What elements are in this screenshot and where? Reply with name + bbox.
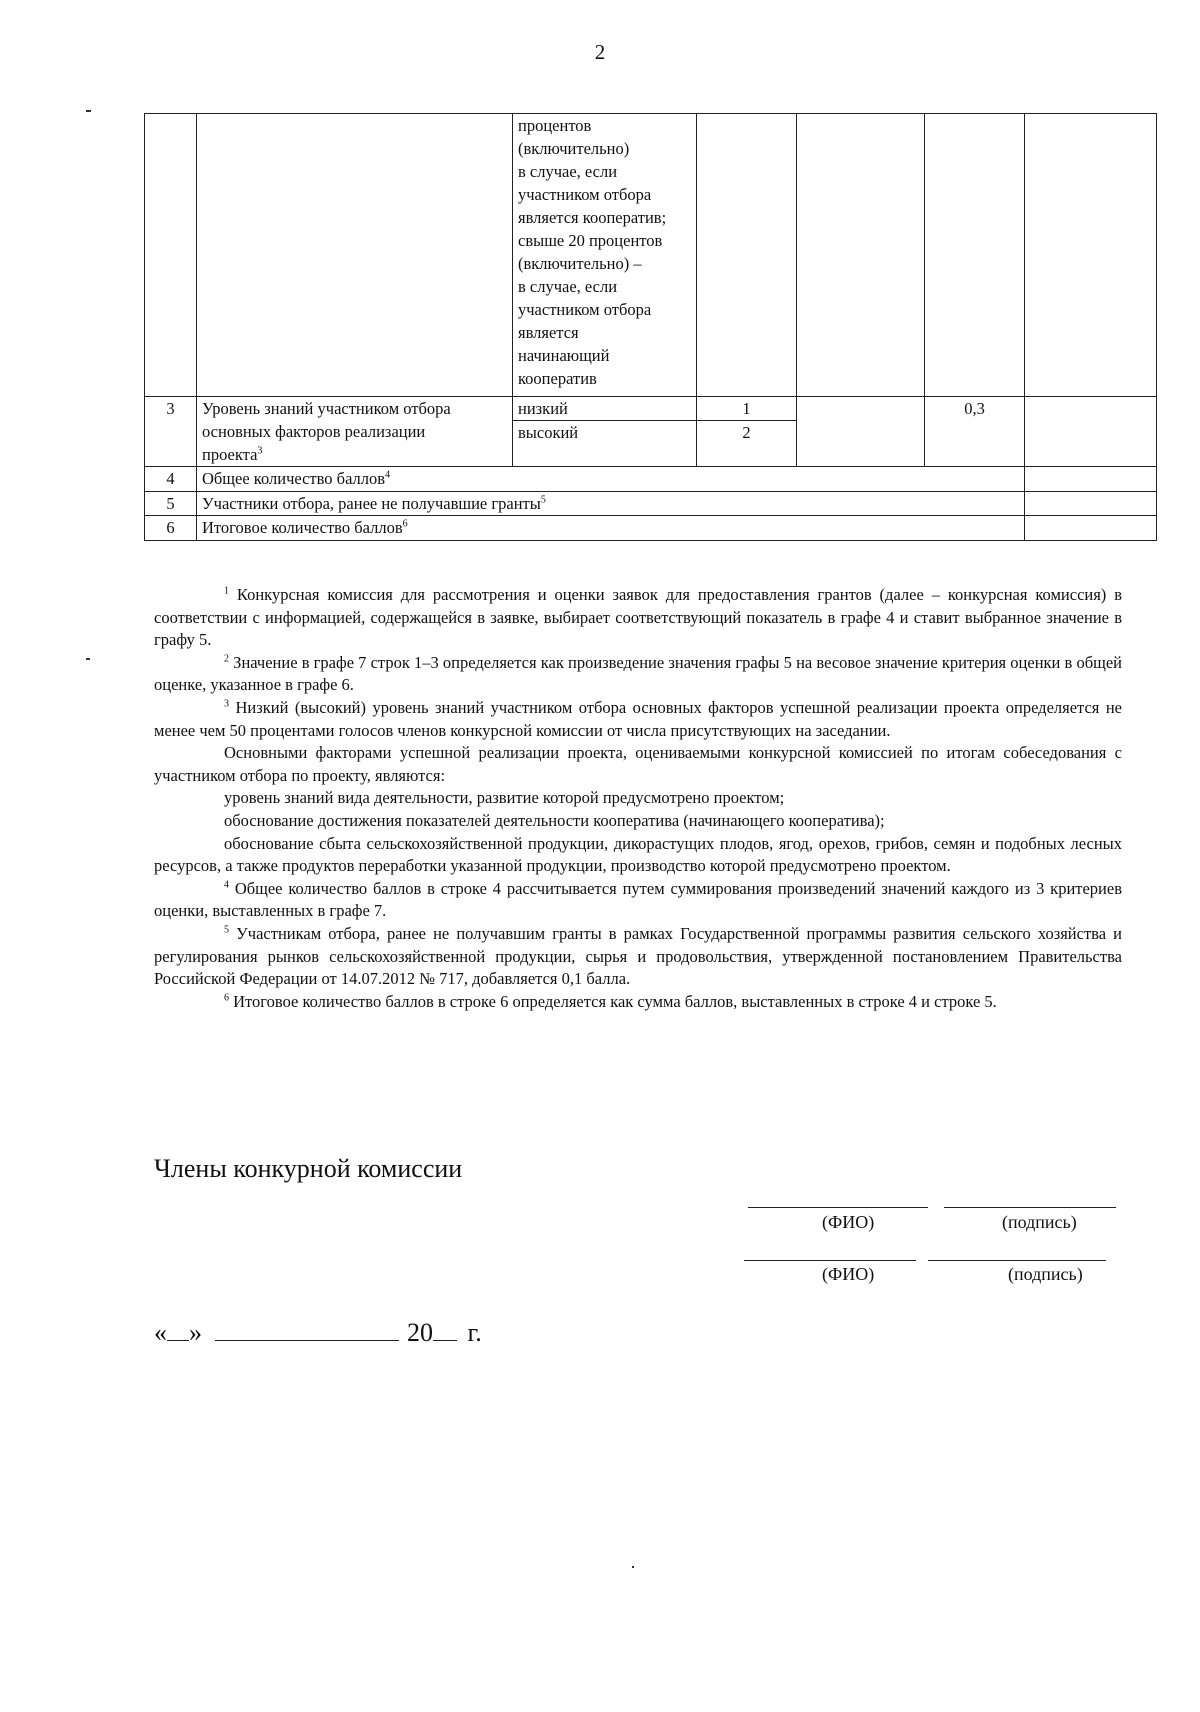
cell-indicator-continued xyxy=(513,114,697,397)
signature-line-1 xyxy=(944,1207,1116,1208)
cell-criterion-empty xyxy=(197,114,513,397)
cell-option-low: низкий xyxy=(513,397,697,421)
footnote-3 xyxy=(154,697,1122,742)
footnote-mark: 1 xyxy=(224,585,229,597)
page-number: 2 xyxy=(594,40,606,64)
year-prefix: 20 xyxy=(407,1318,433,1347)
cell-criterion xyxy=(197,397,513,467)
indicator-line: свыше 20 процентов xyxy=(518,231,663,250)
date-close-quote: » xyxy=(189,1318,202,1347)
cell-row-number: 4 xyxy=(145,467,197,492)
footnote-4 xyxy=(154,878,1122,923)
row-label: Общее количество баллов xyxy=(202,469,386,488)
members-title: Члены конкурной комиссии xyxy=(154,1154,463,1183)
cell-score-high: 2 xyxy=(697,421,797,467)
cell-empty xyxy=(697,114,797,397)
indicator-line: (включительно) xyxy=(518,139,630,158)
fio-line-2 xyxy=(744,1260,916,1261)
criterion-line: Уровень знаний участником отбора xyxy=(202,399,451,418)
footnote-mark: 3 xyxy=(224,698,229,710)
day-blank xyxy=(167,1339,189,1341)
footnote-3-paragraph: уровень знаний вида деятельности, развитие которой предусмотрено проектом; xyxy=(224,788,785,808)
indicator-line: является кооператив; xyxy=(518,208,667,227)
cell-label xyxy=(197,492,1025,516)
criterion-line: основных факторов реализации xyxy=(202,422,426,441)
footnote-6 xyxy=(154,991,1122,1014)
signature-label-2: (подпись) xyxy=(1008,1264,1083,1284)
indicator-line: в случае, если xyxy=(518,277,618,296)
cell-empty xyxy=(797,114,925,397)
footnote-3-paragraph: обоснование сбыта сельскохозяйственной продукции, дикорастущих плодов, ягод, орехов, грибов, семян и подобных лесных ресурсов, а также продуктов переработки указанной продукции, производство которой предусмотрено проектом. xyxy=(154,833,1122,876)
indicator-line: (включительно) – xyxy=(518,254,642,273)
year-blank xyxy=(433,1339,457,1341)
fio-line-1 xyxy=(748,1207,928,1208)
cell-label xyxy=(197,467,1025,492)
signature-line-2 xyxy=(928,1260,1106,1261)
footnotes xyxy=(154,584,1122,1013)
indicator-line: является xyxy=(518,323,579,342)
cell-empty xyxy=(797,397,925,467)
table-row-continued xyxy=(145,114,1157,397)
cell-label xyxy=(197,516,1025,541)
row-label: Участники отбора, ранее не получавшие гранты xyxy=(202,494,541,513)
footnote-text: Низкий (высокий) уровень знаний участником отбора основных факторов успешной реализации проекта определяется не менее чем 50 процентами голосов членов конкурсной комиссии от числа присутствующих на заседании. xyxy=(154,697,1122,740)
row-label: Итоговое количество баллов xyxy=(202,518,403,537)
date-line xyxy=(154,1318,482,1348)
table-row-5 xyxy=(145,492,1157,516)
cell-row-number: 6 xyxy=(145,516,197,541)
indicator-line: начинающий xyxy=(518,346,610,365)
cell-empty xyxy=(1025,467,1157,492)
cell-option-high: высокий xyxy=(513,421,697,467)
cell-empty xyxy=(1025,397,1157,467)
criteria-table xyxy=(144,113,1157,541)
cell-row-number: 5 xyxy=(145,492,197,516)
footnote-ref: 6 xyxy=(402,518,408,530)
signature-label-1: (подпись) xyxy=(1002,1212,1077,1232)
cell-empty xyxy=(1025,114,1157,397)
indicator-line: участником отбора xyxy=(518,300,652,319)
footnote-3-paragraph: обоснование достижения показателей деятельности кооператива (начинающего кооператива); xyxy=(224,810,885,830)
cell-empty xyxy=(1025,516,1157,541)
month-blank xyxy=(215,1339,399,1341)
footnote-5 xyxy=(154,923,1122,991)
footnote-ref: 3 xyxy=(257,445,263,457)
table-row-4 xyxy=(145,467,1157,492)
footnote-mark: 5 xyxy=(224,924,229,936)
scan-speck xyxy=(86,658,90,660)
indicator-line: в случае, если xyxy=(518,162,618,181)
footnote-text: Итоговое количество баллов в строке 6 определяется как сумма баллов, выставленных в строке 4 и строке 5. xyxy=(233,991,997,1011)
fio-label-1: (ФИО) xyxy=(822,1212,875,1232)
footnote-text: Общее количество баллов в строке 4 рассчитывается путем суммирования произведений значений каждого из 3 критериев оценки, выставленных в графе 7. xyxy=(154,878,1122,921)
footnote-text: Участникам отбора, ранее не получавшим гранты в рамках Государственной программы развития сельского хозяйства и регулирования рынков сельскохозяйственной продукции, сырья и продовольствия, утвержденной постановлением Правительства Российской Федерации от 14.07.2012 № 717, добавляется 0,1 балла. xyxy=(154,923,1123,989)
footnote-2 xyxy=(154,652,1122,697)
criterion-line: проекта xyxy=(202,445,258,464)
footnote-1 xyxy=(154,584,1122,652)
footnote-ref: 5 xyxy=(540,494,546,506)
scan-speck xyxy=(86,110,91,112)
cell-num-empty xyxy=(145,114,197,397)
indicator-line: кооператив xyxy=(518,369,597,388)
table-row-6 xyxy=(145,516,1157,541)
footnote-mark: 4 xyxy=(224,879,229,891)
footnote-mark: 2 xyxy=(224,653,229,665)
footnote-ref: 4 xyxy=(385,469,391,481)
footnote-text: Конкурсная комиссия для рассмотрения и оценки заявок для предоставления грантов (далее – конкурсная комиссия) в соответствии с информацией, содержащейся в заявке, выбирает соответствующий показатель в графе 4 и ставит выбранное значение в графу 5. xyxy=(154,585,1123,650)
table-row-3 xyxy=(145,397,1157,421)
cell-score-low: 1 xyxy=(697,397,797,421)
cell-empty xyxy=(1025,492,1157,516)
cell-row-number: 3 xyxy=(145,397,197,467)
scan-speck xyxy=(632,1566,634,1568)
indicator-line: процентов xyxy=(518,116,592,135)
footnote-3-paragraph: Основными факторами успешной реализации проекта, оцениваемыми конкурсной комиссией по итогам собеседования с участником отбора по проекту, являются: xyxy=(154,743,1122,785)
cell-empty xyxy=(925,114,1025,397)
footnote-mark: 6 xyxy=(224,992,229,1004)
cell-weight: 0,3 xyxy=(925,397,1025,467)
year-suffix: г. xyxy=(467,1318,482,1347)
fio-label-2: (ФИО) xyxy=(822,1264,875,1284)
footnote-text: Значение в графе 7 строк 1–3 определяется как произведение значения графы 5 на весовое значение критерия оценки в общей оценке, указанное в графе 6. xyxy=(154,652,1123,695)
date-open-quote: « xyxy=(154,1318,167,1347)
indicator-line: участником отбора xyxy=(518,185,652,204)
